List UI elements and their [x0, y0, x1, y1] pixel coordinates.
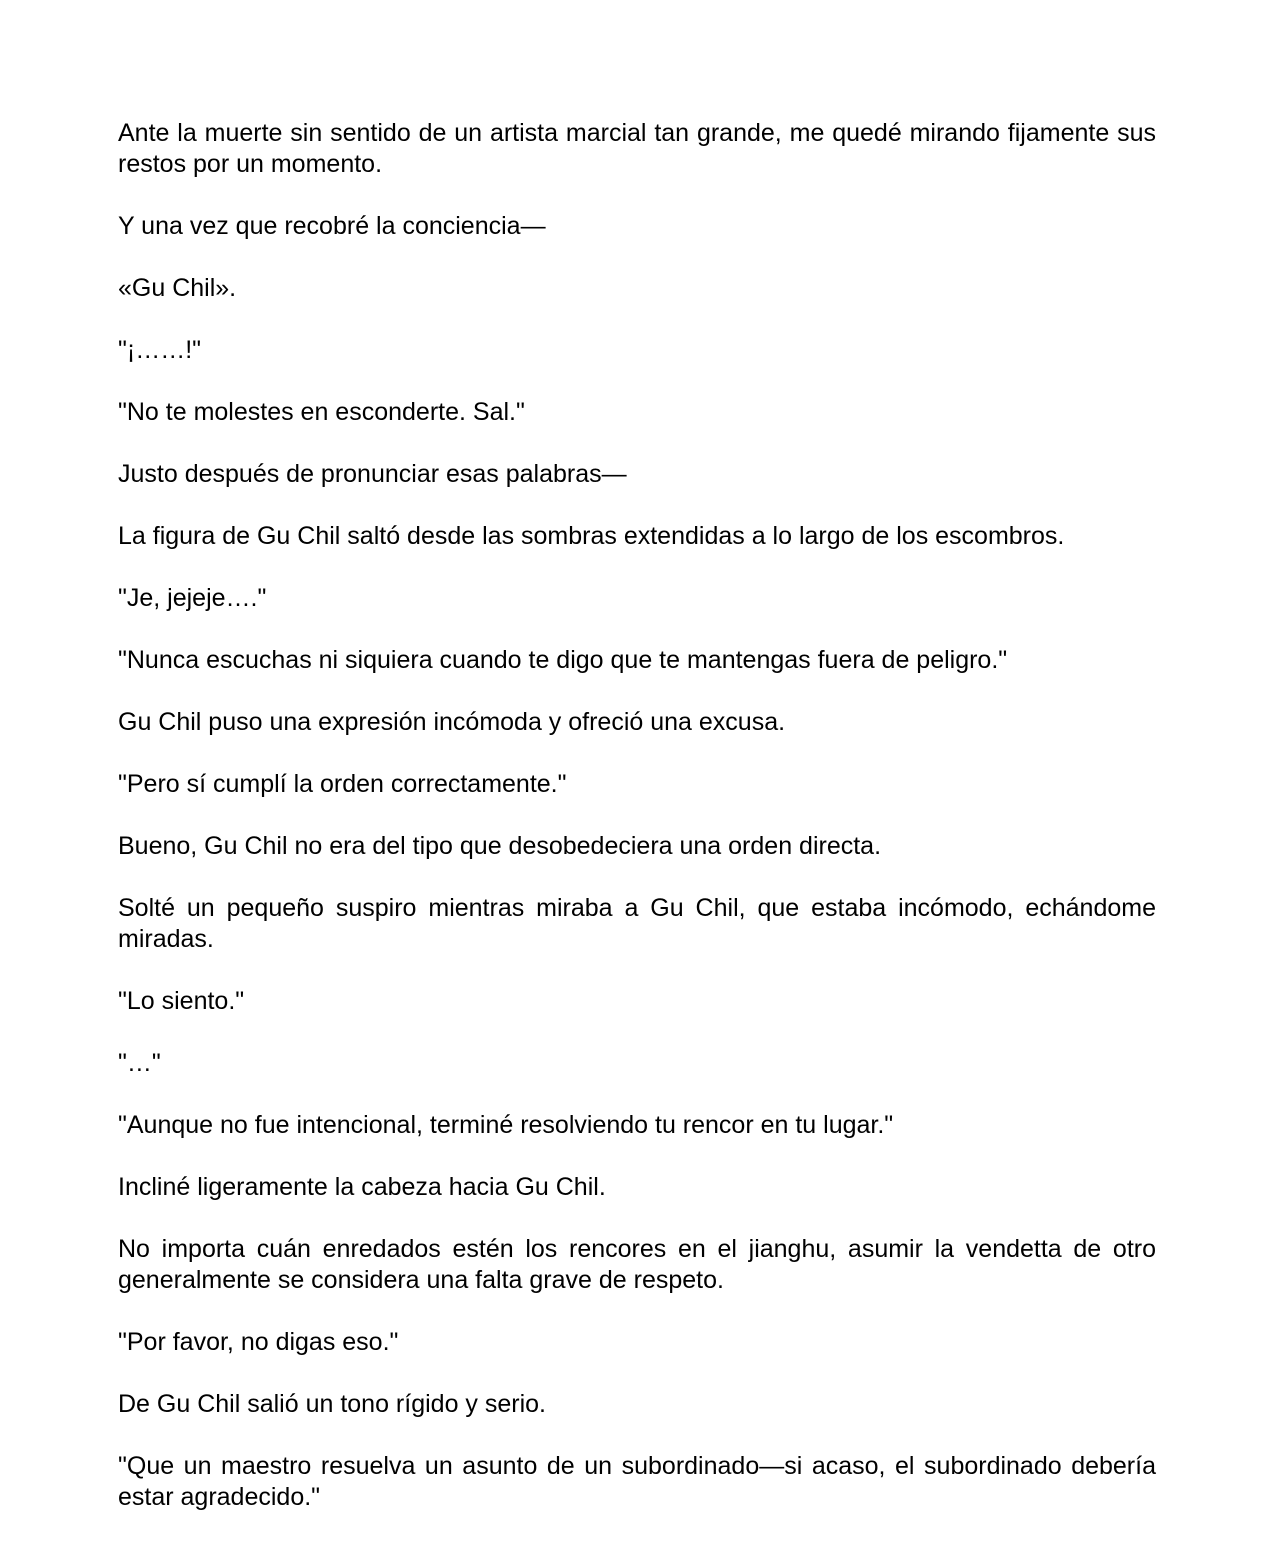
- paragraph: "¡……!": [118, 336, 202, 364]
- paragraph: "Aunque no fue intencional, terminé resolviendo tu rencor en tu lugar.": [118, 1111, 894, 1139]
- paragraph: La figura de Gu Chil saltó desde las sombras extendidas a lo largo de los escombros.: [118, 522, 1065, 550]
- paragraph: «Gu Chil».: [118, 274, 237, 302]
- paragraph: "Por favor, no digas eso.": [118, 1328, 399, 1356]
- paragraph: "…": [118, 1049, 161, 1077]
- paragraph: No importa cuán enredados estén los rencores en el jianghu, asumir la vendetta de otro generalmente se considera una falta grave de respeto.: [118, 1235, 1156, 1294]
- paragraph: "Lo siento.": [118, 987, 245, 1015]
- paragraph: "Que un maestro resuelva un asunto de un subordinado—si acaso, el subordinado debería estar agradecido.": [118, 1452, 1156, 1511]
- paragraph: Solté un pequeño suspiro mientras miraba a Gu Chil, que estaba incómodo, echándome miradas.: [118, 894, 1156, 953]
- paragraph: Gu Chil puso una expresión incómoda y ofreció una excusa.: [118, 708, 786, 736]
- paragraph: Y una vez que recobré la conciencia—: [118, 212, 546, 240]
- paragraph: Justo después de pronunciar esas palabras—: [118, 460, 627, 488]
- paragraph: Bueno, Gu Chil no era del tipo que desobedeciera una orden directa.: [118, 832, 882, 860]
- paragraph: "Pero sí cumplí la orden correctamente.": [118, 770, 567, 798]
- document-page: [118, 118, 1156, 1544]
- paragraph: De Gu Chil salió un tono rígido y serio.: [118, 1390, 546, 1418]
- paragraph: Ante la muerte sin sentido de un artista marcial tan grande, me quedé mirando fijamente sus restos por un momento.: [118, 119, 1156, 178]
- paragraph: "No te molestes en esconderte. Sal.": [118, 398, 525, 426]
- paragraph: Incliné ligeramente la cabeza hacia Gu Chil.: [118, 1173, 606, 1201]
- paragraph: "Je, jejeje….": [118, 584, 267, 612]
- paragraph: "Nunca escuchas ni siquiera cuando te digo que te mantengas fuera de peligro.": [118, 646, 1008, 674]
